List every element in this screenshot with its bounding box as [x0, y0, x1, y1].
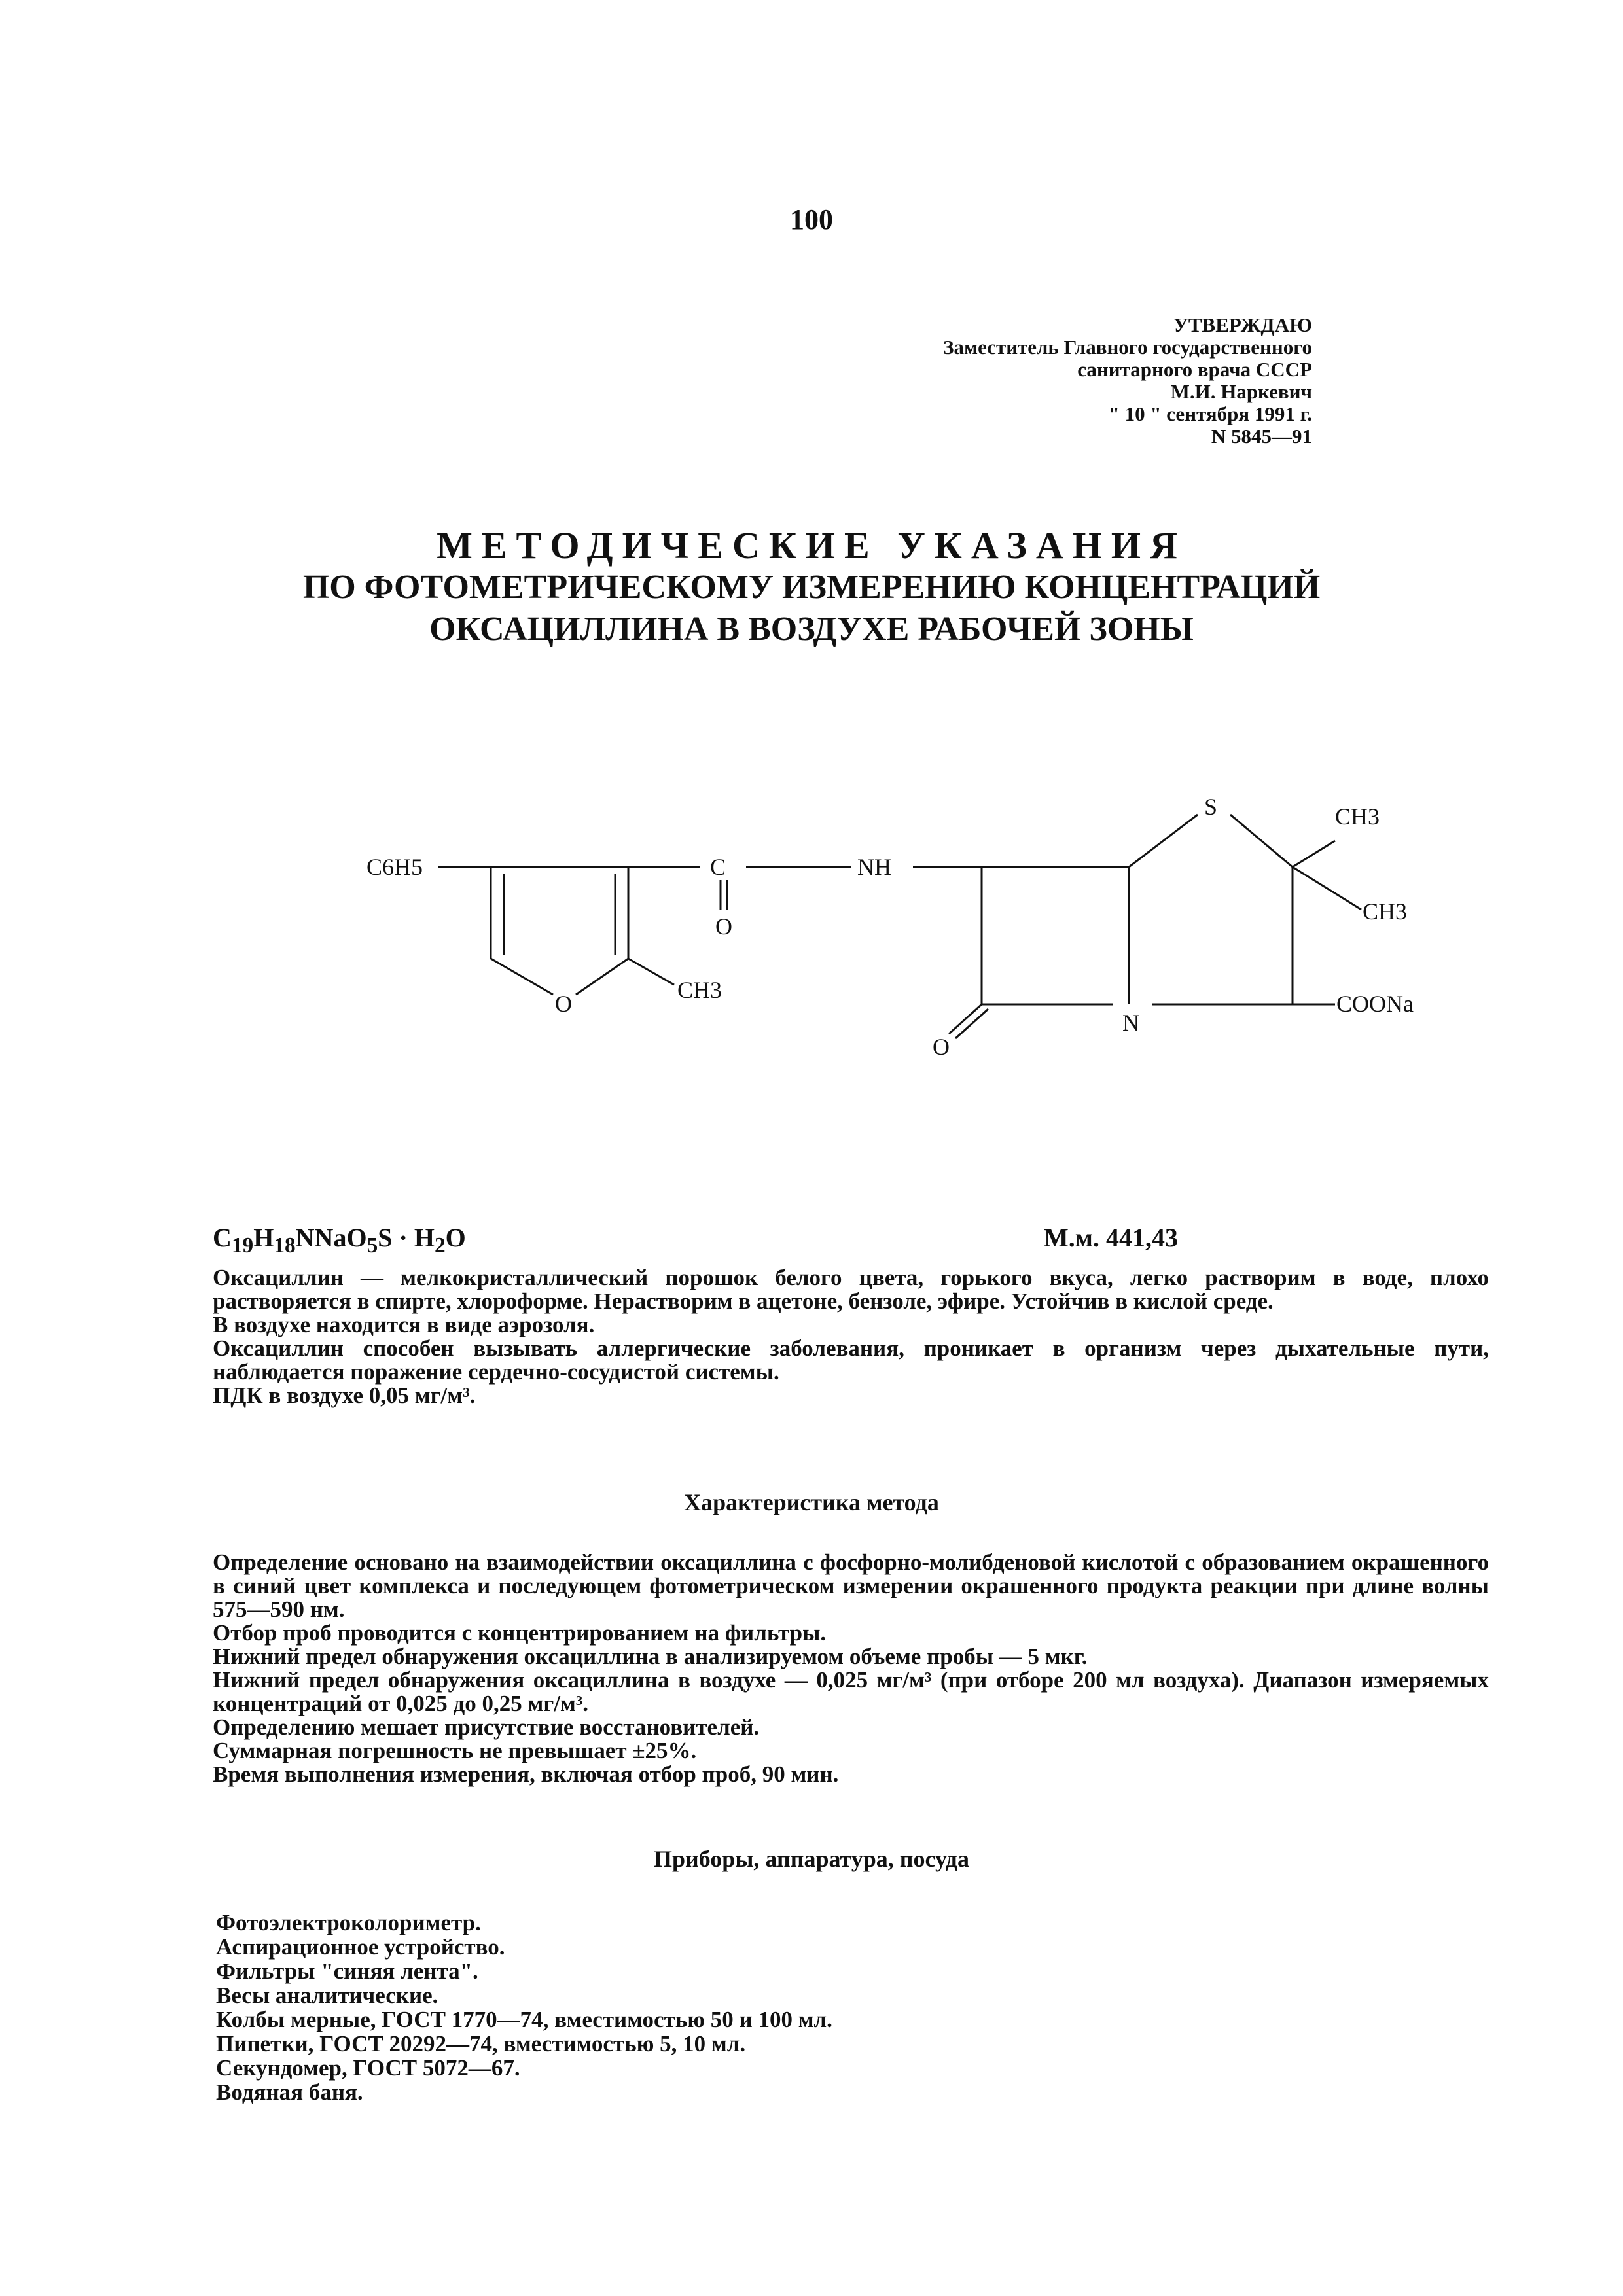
intro-paragraph-1: Оксациллин — мелкокристаллический порошок белого цвета, горького вкуса, легко растворим в воде, плохо растворяется в спирте, хлороформе. Нерастворим в ацетоне, бензоле, эфире. Устойчив в кислой среде. — [213, 1265, 1489, 1314]
bond-ring-bottom-right — [576, 959, 628, 995]
label-coona: COONa — [1336, 991, 1414, 1017]
document-subtitle-line-2: ОКСАЦИЛЛИНА В ВОЗДУХЕ РАБОЧЕЙ ЗОНЫ — [429, 610, 1194, 648]
equipment-item: Аспирационное устройство. — [216, 1934, 505, 1960]
equipment-item: Фильтры "синяя лента". — [216, 1958, 478, 1984]
approval-number: N 5845—91 — [1211, 425, 1312, 448]
bond-s-c — [1230, 815, 1293, 867]
bond-c-ch3a — [1293, 841, 1335, 867]
page-number: 100 — [790, 203, 833, 236]
method-paragraph-6: Суммарная погрешность не превышает ±25%. — [213, 1738, 697, 1763]
label-o-lactam: O — [933, 1034, 950, 1060]
intro-paragraph-3: Оксациллин способен вызывать аллергические заболевания, проникает в организм через дыхательные пути, наблюдается поражение сердечно-сосудистой системы. — [213, 1335, 1489, 1385]
document-subtitle-line-1: ПО ФОТОМЕТРИЧЕСКОМУ ИЗМЕРЕНИЮ КОНЦЕНТРАЦИЙ — [302, 569, 1321, 606]
approval-date: " 10 " сентября 1991 г. — [1108, 402, 1312, 425]
label-ch3-a: CH3 — [1335, 804, 1380, 830]
method-text — [213, 1551, 1489, 1786]
bond-ring-s — [1129, 815, 1198, 867]
label-ch3-ring: CH3 — [677, 977, 722, 1003]
bond-ring-bottom-left — [491, 959, 553, 995]
approval-block — [723, 314, 1312, 448]
approval-position-cont: санитарного врача СССР — [1077, 358, 1312, 381]
method-paragraph-7: Время выполнения измерения, включая отбор проб, 90 мин. — [213, 1761, 839, 1787]
intro-paragraph-4: ПДК в воздухе 0,05 мг/м³. — [213, 1383, 476, 1408]
label-o-ring: O — [555, 991, 572, 1017]
bond-c-ch3b — [1293, 867, 1361, 910]
label-o-carbonyl: O — [715, 913, 732, 940]
equipment-list — [216, 1911, 1394, 2104]
bond-ring-ch3 — [628, 959, 674, 985]
approval-position: Заместитель Главного государственного — [943, 336, 1312, 359]
method-paragraph-1: Определение основано на взаимодействии оксациллина с фосфорно-молибденовой кислотой с образованием окрашенного в синий цвет комплекса и последующем фотометрическом измерении окрашенного продукта реакции при длине волны 575—590 нм. — [213, 1549, 1489, 1622]
label-n: N — [1122, 1010, 1139, 1036]
document-title: МЕТОДИЧЕСКИЕ УКАЗАНИЯ — [437, 524, 1186, 567]
molecular-formula: $C_{19}H_{18}NNaO_5S \cdot H_2O$ — [213, 1223, 466, 1258]
structural-formula — [0, 772, 1623, 1125]
formula-bonds — [438, 815, 1361, 1038]
intro-text — [213, 1266, 1489, 1407]
label-ch3-b: CH3 — [1363, 898, 1408, 925]
approval-name: М.И. Наркевич — [1170, 380, 1312, 403]
intro-paragraph-2: В воздухе находится в виде аэрозоля. — [213, 1312, 595, 1337]
approval-title: УТВЕРЖДАЮ — [1173, 313, 1312, 336]
label-s: S — [1204, 794, 1218, 820]
equipment-item: Пипетки, ГОСТ 20292—74, вместимостью 5, 10 мл. — [216, 2031, 746, 2057]
molar-mass: М.м. 441,43 — [1044, 1223, 1178, 1252]
label-c6h5: C6H5 — [366, 854, 423, 880]
label-nh: NH — [857, 854, 891, 880]
equipment-item: Фотоэлектроколориметр. — [216, 1910, 481, 1935]
equipment-item: Колбы мерные, ГОСТ 1770—74, вместимостью 50 и 100 мл. — [216, 2007, 832, 2032]
equipment-item: Водяная баня. — [216, 2079, 363, 2105]
method-paragraph-5: Определению мешает присутствие восстановителей. — [213, 1714, 760, 1740]
equipment-item: Весы аналитические. — [216, 1983, 438, 2008]
method-paragraph-2: Отбор проб проводится с концентрированием на фильтры. — [213, 1620, 827, 1646]
equipment-heading: Приборы, аппаратура, посуда — [654, 1846, 969, 1872]
label-c: C — [710, 854, 726, 880]
method-paragraph-4: Нижний предел обнаружения оксациллина в воздухе — 0,025 мг/м³ (при отборе 200 мл воздуха). Диапазон измеряемых концентраций от 0,025 до 0,25 мг/м³. — [213, 1667, 1489, 1716]
method-heading: Характеристика метода — [684, 1489, 939, 1515]
method-paragraph-3: Нижний предел обнаружения оксациллина в анализируемом объеме пробы — 5 мкг. — [213, 1644, 1088, 1669]
equipment-item: Секундомер, ГОСТ 5072—67. — [216, 2055, 520, 2081]
